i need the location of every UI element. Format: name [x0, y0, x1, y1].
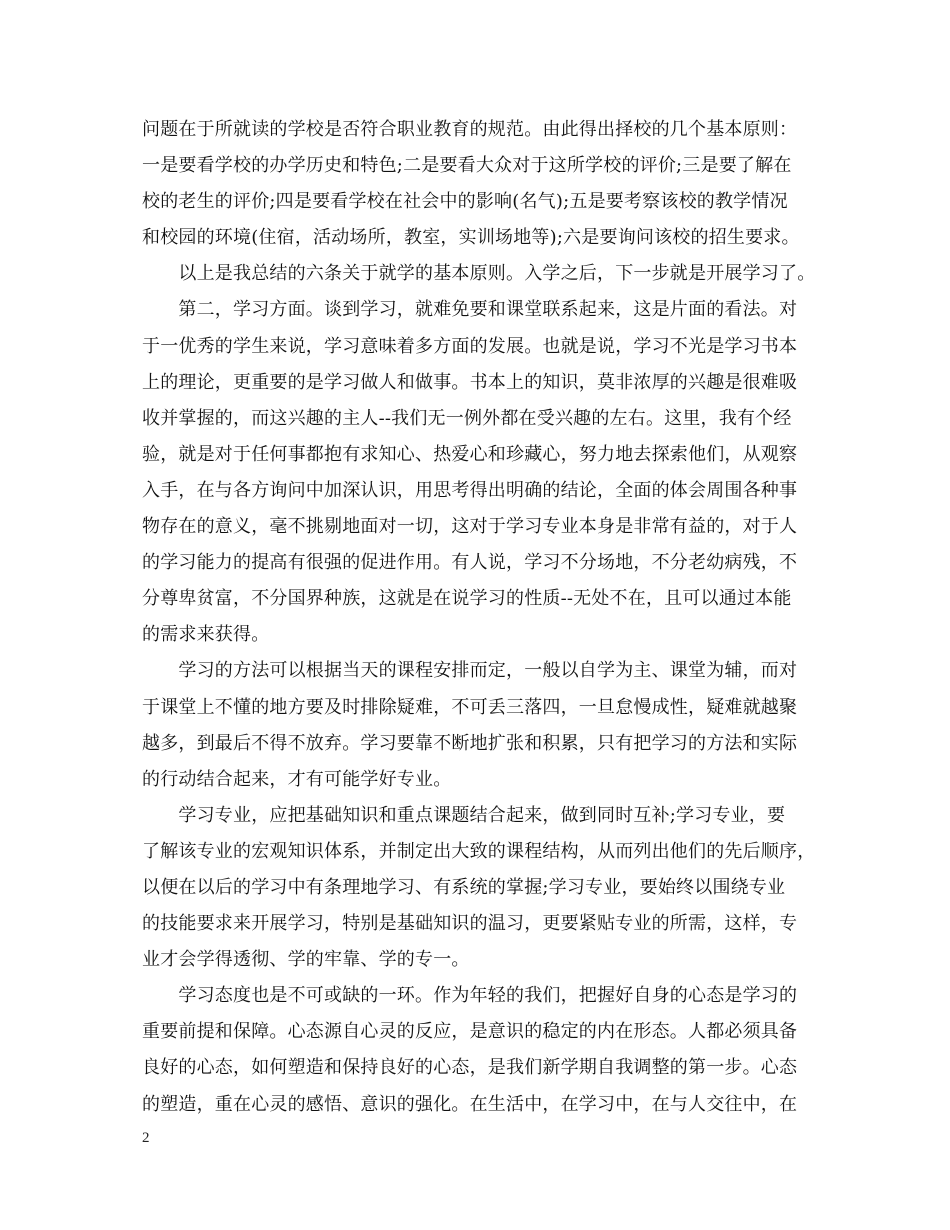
text-line: 问题在于所就读的学校是否符合职业教育的规范。由此得出择校的几个基本原则： — [142, 119, 798, 140]
text-line: 和校园的环境(住宿，活动场所，教室，实训场地等);六是要询问该校的招生要求。 — [142, 227, 800, 249]
text-line: 了解该专业的宏观知识体系，并制定出大致的课程结构，从而列出他们的先后顺序， — [142, 840, 816, 862]
text-line: 验，就是对于任何事都抱有求知心、热爱心和珍藏心，努力地去探索他们，从观察 — [142, 443, 798, 465]
text-line: 以上是我总结的六条关于就学的基本原则。入学之后，下一步就是开展学习了。 — [142, 263, 816, 285]
text-line: 入手，在与各方询问中加深认识，用思考得出明确的结论，全面的体会周围各种事 — [142, 479, 798, 501]
text-line: 上的理论，更重要的是学习做人和做事。书本上的知识，莫非浓厚的兴趣是很难吸 — [142, 371, 798, 393]
text-line: 学习态度也是不可或缺的一环。作为年轻的我们，把握好自身的心态是学习的 — [142, 985, 798, 1007]
text-line: 第二，学习方面。谈到学习，就难免要和课堂联系起来，这是片面的看法。对 — [142, 299, 798, 321]
body-text — [142, 112, 822, 1123]
text-line: 校的老生的评价;四是要看学校在社会中的影响(名气);五是要考察该校的教学情况 — [142, 191, 788, 213]
text-line: 收并掌握的，而这兴趣的主人--我们无一例外都在受兴趣的左右。这里，我有个经 — [142, 407, 792, 429]
text-line: 分尊卑贫富，不分国界种族，这就是在说学习的性质--无处不在，且可以通过本能 — [142, 588, 792, 610]
text-line: 一是要看学校的办学历史和特色;二是要看大众对于这所学校的评价;三是要了解在 — [142, 155, 792, 177]
text-line: 于一优秀的学生来说，学习意味着多方面的发展。也就是说，学习不光是学习书本 — [142, 335, 798, 357]
page-number: 2 — [142, 1130, 150, 1146]
text-line: 良好的心态，如何塑造和保持良好的心态，是我们新学期自我调整的第一步。心态 — [142, 1057, 798, 1079]
text-line: 的技能要求来开展学习，特别是基础知识的温习，更要紧贴专业的所需，这样，专 — [142, 913, 798, 935]
text-line: 物存在的意义，毫不挑剔地面对一切，这对于学习专业本身是非常有益的，对于人 — [142, 516, 798, 538]
text-line: 业才会学得透彻、学的牢靠、学的专一。 — [142, 949, 470, 971]
text-line: 的行动结合起来，才有可能学好专业。 — [142, 768, 452, 790]
text-line: 越多，到最后不得不放弃。学习要靠不断地扩张和积累，只有把学习的方法和实际 — [142, 732, 798, 754]
text-line: 的需求来获得。 — [142, 624, 270, 646]
text-line: 以便在以后的学习中有条理地学习、有系统的掌握;学习专业，要始终以围绕专业 — [142, 876, 786, 898]
text-line: 学习专业，应把基础知识和重点课题结合起来，做到同时互补;学习专业，要 — [142, 804, 786, 826]
text-line: 于课堂上不懂的地方要及时排除疑难，不可丢三落四，一旦怠慢成性，疑难就越聚 — [142, 696, 798, 718]
text-line: 的塑造，重在心灵的感悟、意识的强化。在生活中，在学习中，在与人交往中，在 — [142, 1093, 798, 1115]
text-line: 重要前提和保障。心态源自心灵的反应，是意识的稳定的内在形态。人都必须具备 — [142, 1021, 798, 1043]
text-line: 的学习能力的提高有很强的促进作用。有人说，学习不分场地，不分老幼病残，不 — [142, 552, 798, 574]
text-line: 学习的方法可以根据当天的课程安排而定，一般以自学为主、课堂为辅，而对 — [142, 660, 798, 682]
